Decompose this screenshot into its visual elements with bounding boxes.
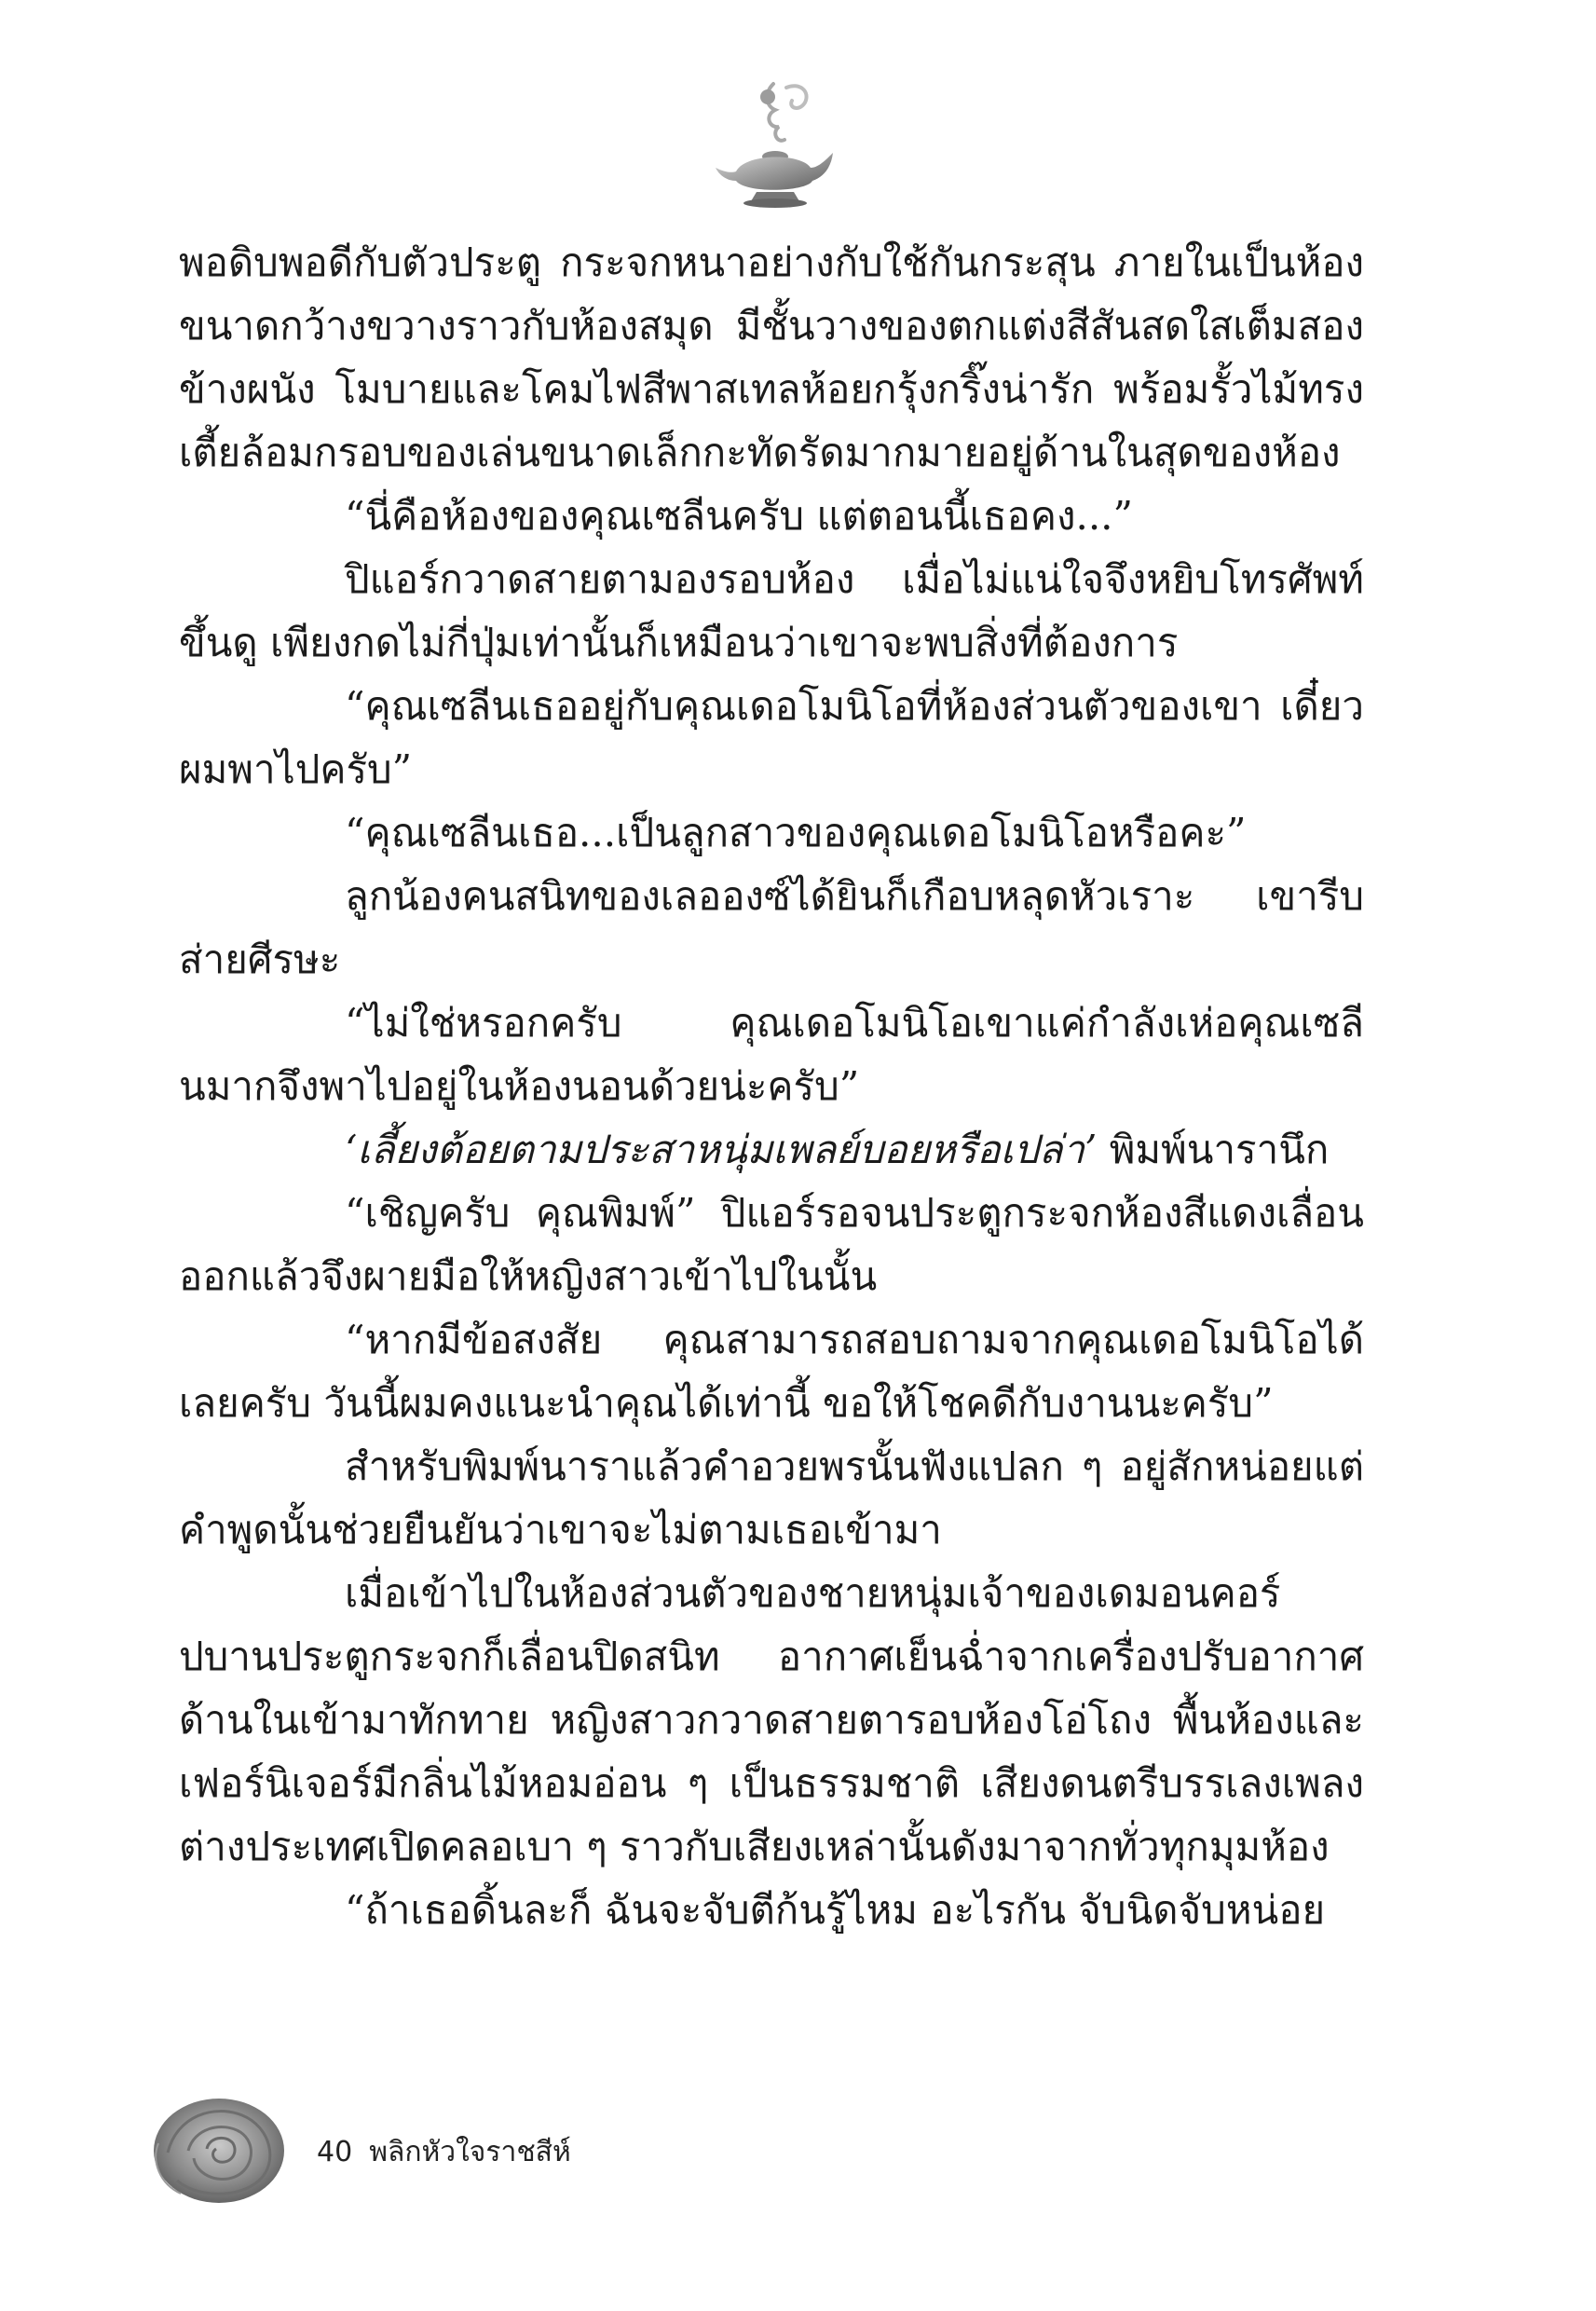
paragraph: “นี่คือห้องของคุณเซลีนครับ แต่ตอนนี้เธอคง...” (345, 493, 1134, 539)
paragraph: เมื่อเข้าไปในห้องส่วนตัวของชายหนุ่มเจ้าของเดมอนคอร์ปบานประตูกระจกก็เลื่อนปิดสนิท อากาศเย็นฉ่ำจากเครื่องปรับอากาศด้านในเข้ามาทักทาย หญิงสาวกวาดสายตารอบห้องโอ่โถง พื้นห้องและเฟอร์นิเจอร์มีกลิ่นไม้หอมอ่อน ๆ เป็นธรรมชาติ เสียงดนตรีบรรเลงเพลงต่างประเทศเปิดคลอเบา ๆ ราวกับเสียงเหล่านั้นดังมาจากทั่วทุกมุมห้อง (179, 1570, 1364, 1869)
paragraph: “คุณเซลีนเธอ...เป็นลูกสาวของคุณเดอโมนิโอหรือคะ” (345, 810, 1247, 855)
italic-thought: ‘เลี้ยงต้อยตามประสาหนุ่มเพลย์บอยหรือเปล่า’ (345, 1127, 1098, 1172)
book-title: พลิกหัวใจราชสีห์ (369, 2136, 571, 2168)
paragraph: ลูกน้องคนสนิทของเลอองซ์ได้ยินก็เกือบหลุดหัวเราะ เขารีบส่ายศีรษะ (179, 873, 1364, 982)
paragraph: พอดิบพอดีกับตัวประตู กระจกหนาอย่างกับใช้กันกระสุน ภายในเป็นห้องขนาดกว้างขวางราวกับห้องสมุด มีชั้นวางของตกแต่งสีสันสดใสเต็มสองข้างผนัง โมบายและโคมไฟสีพาสเทลห้อยกรุ้งกริ๊งน่ารัก พร้อมรั้วไม้ทรงเตี้ยล้อมกรอบของเล่นขนาดเล็กกะทัดรัดมากมายอยู่ด้านในสุดของห้อง (179, 239, 1364, 475)
paragraph: “หากมีข้อสงสัย คุณสามารถสอบถามจากคุณเดอโมนิโอได้เลยครับ วันนี้ผมคงแนะนำคุณได้เท่านี้ ขอให้โชคดีกับงานนะครับ” (179, 1317, 1364, 1426)
paragraph: สำหรับพิมพ์นาราแล้วคำอวยพรนั้นฟังแปลก ๆ อยู่สักหน่อยแต่คำพูดนั้นช่วยยืนยันว่าเขาจะไม่ตามเธอเข้ามา (179, 1443, 1364, 1552)
paragraph: “ไม่ใช่หรอกครับ คุณเดอโมนิโอเขาแค่กำลังเห่อคุณเซลีนมากจึงพาไปอยู่ในห้องนอนด้วยน่ะครับ” (179, 1000, 1364, 1109)
footer-caption (317, 2130, 571, 2174)
paragraph: “เชิญครับ คุณพิมพ์” ปิแอร์รอจนประตูกระจกห้องสีแดงเลื่อนออกแล้วจึงผายมือให้หญิงสาวเข้าไปในนั้น (179, 1190, 1364, 1299)
page-footer (149, 2087, 708, 2218)
paragraph: “ถ้าเธอดิ้นละก็ ฉันจะจับตีก้นรู้ไหม อะไรกัน จับนิดจับหน่อย (345, 1887, 1326, 1933)
paragraph: ปิแอร์กวาดสายตามองรอบห้อง เมื่อไม่แน่ใจจึงหยิบโทรศัพท์ขึ้นดู เพียงกดไม่กี่ปุ่มเท่านั้นก็เหมือนว่าเขาจะพบสิ่งที่ต้องการ (179, 556, 1364, 665)
body-text (179, 231, 1364, 1942)
paragraph-tail: พิมพ์นารานึก (1097, 1127, 1330, 1172)
paragraph: “คุณเซลีนเธออยู่กับคุณเดอโมนิโอที่ห้องส่วนตัวของเขา เดี๋ยวผมพาไปครับ” (179, 683, 1364, 792)
paragraph (179, 1118, 1364, 1182)
genie-lamp-icon (708, 75, 839, 214)
page-number: 40 (317, 2136, 353, 2168)
rose-icon (149, 2087, 289, 2208)
